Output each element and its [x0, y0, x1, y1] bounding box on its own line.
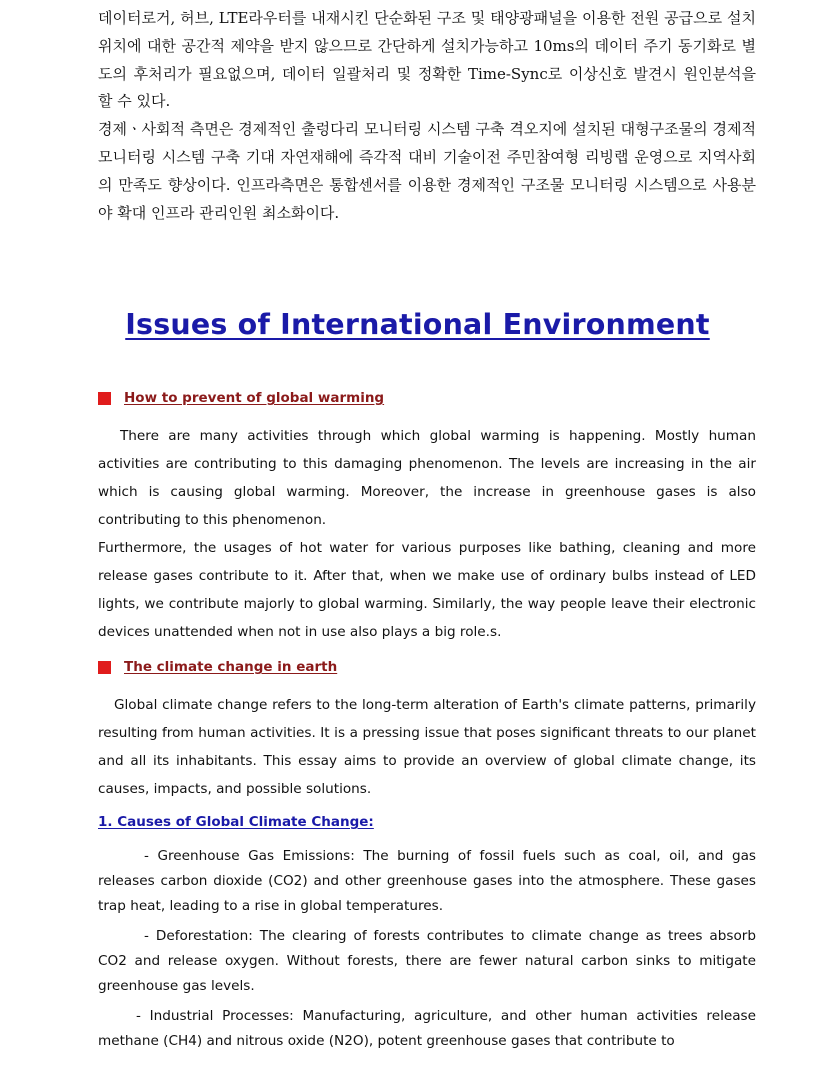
korean-paragraph-2: 경제ㆍ사회적 측면은 경제적인 출렁다리 모니터링 시스템 구축 격오지에 설치된 대형구조물의 경제적 모니터링 시스템 구축 기대 자연재해에 즉각적 대비 기술이전 주민참여형 리빙랩 운영으로 지역사회의 만족도 향상이다. 인프라측면은 통합센서를 이용한 경제적인 구조물 모니터링 시스템으로 사용분야 확대 인프라 관리인원 최소화이다. [98, 120, 756, 222]
cause-bullet-industrial: - Industrial Processes: Manufacturing, agriculture, and other human activities release methane (CH4) and nitrous oxide (N2O), potent greenhouse gases that contribute to [98, 1008, 756, 1049]
section-heading-label: How to prevent of global warming [124, 390, 385, 406]
global-warming-paragraph-1: There are many activities through which global warming is happening. Mostly human activities are contributing to this damaging phenomenon. The levels are increasing in the air which is causing global warming. Moreover, the increase in greenhouse gases is also contributing to this phenomenon. [98, 428, 756, 528]
causes-heading: 1. Causes of Global Climate Change: [98, 814, 374, 830]
cause-bullet-greenhouse: - Greenhouse Gas Emissions: The burning of fossil fuels such as coal, oil, and gas releases carbon dioxide (CO2) and other greenhouse gases into the atmosphere. These gases trap heat, leading to a rise in global temperatures. [98, 848, 756, 914]
cause-bullet-deforestation: - Deforestation: The clearing of forests contributes to climate change as trees absorb CO2 and release oxygen. Without forests, there are fewer natural carbon sinks to mitigate greenhouse gas levels. [98, 928, 756, 994]
section-heading-label: The climate change in earth [124, 659, 338, 675]
section-heading-climate-change [98, 659, 337, 675]
climate-change-text [98, 691, 756, 803]
red-square-icon [98, 392, 111, 405]
page-title: Issues of International Environment [125, 308, 710, 341]
red-square-icon [98, 661, 111, 674]
global-warming-text [98, 422, 756, 646]
korean-paragraph-1: 데이터로거, 허브, LTE라우터를 내재시킨 단순화된 구조 및 태양광패널을 이용한 전원 공급으로 설치위치에 대한 공간적 제약을 받지 않으므로 간단하게 설치가능하고 10ms의 데이터 주기 동기화로 별도의 후처리가 필요없으며, 데이터 일괄처리 및 정확한 Time-Sync로 이상신호 발견시 원인분석을 할 수 있다. [98, 9, 756, 111]
section-heading-global-warming [98, 390, 384, 406]
climate-change-paragraph-1: Global climate change refers to the long-term alteration of Earth's climate patterns, primarily resulting from human activities. It is a pressing issue that poses significant threats to our planet and all its inhabitants. This essay aims to provide an overview of global climate change, its causes, impacts, and possible solutions. [98, 697, 756, 797]
global-warming-paragraph-2: Furthermore, the usages of hot water for various purposes like bathing, cleaning and more release gases contribute to it. After that, when we make use of ordinary bulbs instead of LED lights, we contribute majorly to global warming. Similarly, the way people leave their electronic devices unattended when not in use also plays a big role.s. [98, 540, 756, 640]
korean-text-block [98, 5, 756, 227]
